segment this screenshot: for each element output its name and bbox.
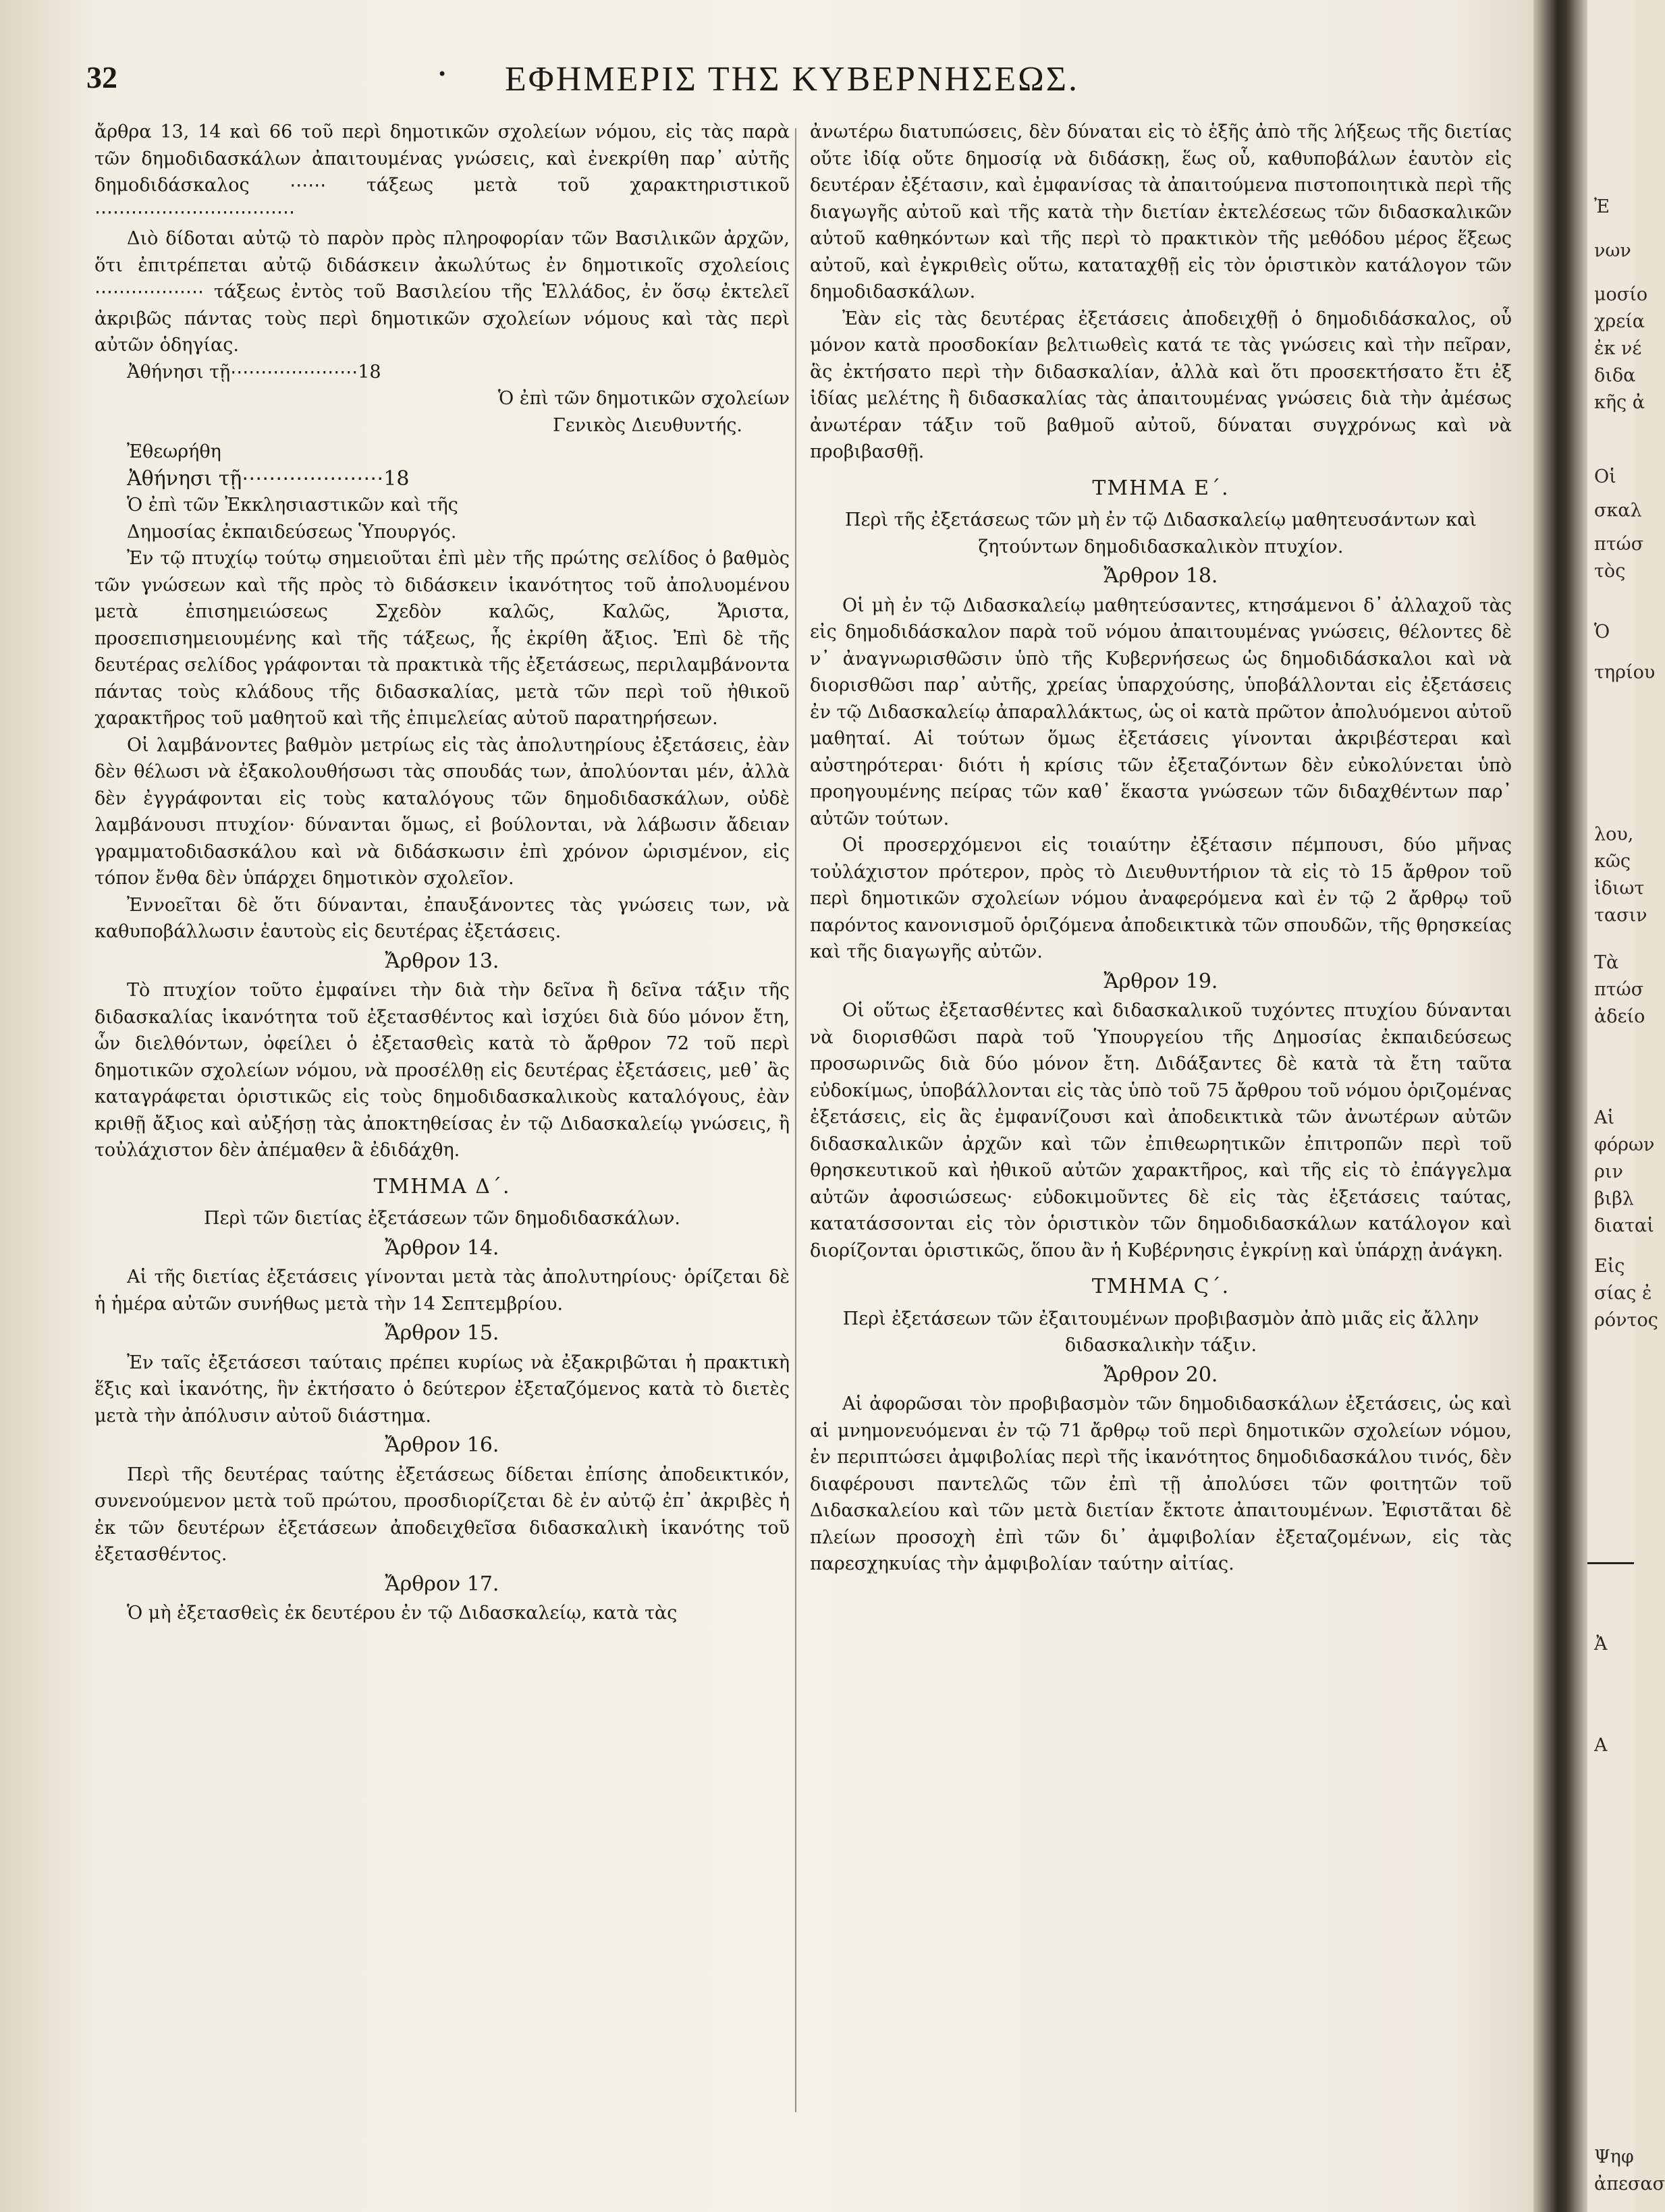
paragraph: ἄρθρα 13, 14 καὶ 66 τοῦ περὶ δημοτικῶν σχολείων νόμου, εἰς τὰς παρὰ τῶν δημοδιδασκάλων ἀπαιτουμένας γνώσεις, καὶ ἐνεκρίθη παρ᾽ αὐτῆς δημοδιδάσκαλος ⋯⋯ τάξεως μετὰ τοῦ χαρακτηριστικοῦ ⋯⋯⋯⋯⋯⋯⋯⋯⋯⋯⋯ <box>94 121 790 223</box>
adjacent-page-fragment: σίας ἐ <box>1594 1283 1652 1304</box>
ornament-dot: • <box>437 65 447 84</box>
paragraph: Οἱ οὕτως ἐξετασθέντες καὶ διδασκαλικοῦ τυχόντες πτυχίου δύνανται νὰ διορισθῶσι παρὰ τοῦ Ὑπουργείου τῆς Δημοσίας ἐκπαιδεύσεως προσωρινῶς διὰ δύο μόνον ἔτη. Διδάξαντες δὲ κατὰ τὰ ἔτη ταῦτα εὐδοκίμως, ὑποβάλλονται εἰς τὰς ὑπὸ τοῦ 75 ἄρθρου τοῦ νόμου ὁριζομένας ἐξετάσεις, εἰς ἃς ἐμφανίζουσι καὶ ἀποδεικτικὰ τῶν ἀνωτέρων αὐτῶν διδασκαλικῶν ἀρχῶν καὶ τῶν ἐπιθεωρητικῶν ἐπιτροπῶν περὶ τοῦ θρησκευτικοῦ καὶ ἠθικοῦ αὐτῶν χαρακτῆρος, καὶ τῆς εἰς τὸ ἐπάγγελμα αὐτῶν ἀφοσιώσεως· εὐδοκιμοῦντες δὲ εἰς τὰς ἐξετάσεις ταύτας, κατατάσσονται εἰς τὸν ὁριστικὸν τῶν δημοδιδασκάλων κατάλογον καὶ διορίζονται ὁριστικῶς, ὅπου ἂν ἡ Κυβέρνησις ἐγκρίνῃ καὶ ὑπάρχῃ ἀνάγκη. <box>810 1000 1512 1261</box>
adjacent-page-fragment: Αἱ <box>1594 1107 1615 1128</box>
adjacent-page-fragment: πτώσ <box>1594 979 1644 1000</box>
section-heading: ΤΜΗΜΑ Ε΄. <box>1092 476 1230 500</box>
masthead <box>86 59 1504 113</box>
paragraph: Οἱ λαμβάνοντες βαθμὸν μετρίως εἰς τὰς ἀπολυτηρίους ἐξετάσεις, ἐὰν δὲν θέλωσι νὰ ἐξακολουθήσωσι τὰς σπουδάς των, ἀπολύονται μέν, ἀλλὰ δὲν ἐγγράφονται εἰς τοὺς καταλόγους τῶν δημοδιδασκάλων, οὐδὲ λαμβάνουσι πτυχίον· δύνανται ὅμως, εἰ βούλονται, νὰ λάβωσιν ἄδειαν γραμματοδιδασκάλου καὶ νὰ διδάσκωσιν ἐπὶ χρόνον ὡρισμένον, εἰς τόπον ἔνθα δὲν ὑπάρχει δημοτικὸν σχολεῖον. <box>94 734 790 889</box>
adjacent-page-fragment: τασιν <box>1594 905 1647 926</box>
article-heading: Ἄρθρον 15. <box>385 1321 499 1345</box>
article-heading: Ἄρθρον 20. <box>1103 1362 1218 1387</box>
adjacent-page-fragment: Ἀ <box>1594 1634 1608 1655</box>
adjacent-page-fragment: Εἰς <box>1594 1256 1625 1277</box>
section-title: Περὶ ἐξετάσεων τῶν ἐξαιτουμένων προβιβασμὸν ἀπὸ μιᾶς εἰς ἄλλην διδασκαλικὴν τάξιν. <box>842 1308 1479 1356</box>
adjacent-page-fragment: Ψηφ <box>1594 2147 1634 2167</box>
adjacent-page-fragment: διαταἱ <box>1594 1215 1654 1236</box>
section-heading: ΤΜΗΜΑ Ϛ΄. <box>1091 1275 1230 1298</box>
paragraph: Ἐὰν εἰς τὰς δευτέρας ἐξετάσεις ἀποδειχθῇ ὁ δημοδιδάσκαλος, οὗ μόνον κατὰ προσδοκίαν βελτιωθεὶς κατά τε τὰς γνώσεις καὶ τὴν πεῖραν, ἃς ἐκτήσατο περὶ τὴν διδασκαλίαν, ἀλλὰ καὶ ὅτι προσεκτήσατο ἔτι ἐξ ἰδίας μελέτης ἢ διδασκαλίας τὰς ἀπαιτουμένας γνώσεις διὰ τὴν ἀμέσως ἀνωτέραν τάξιν τοῦ βαθμοῦ αὐτοῦ, δύναται συγχρόνως καὶ νὰ προβιβασθῇ. <box>810 308 1512 462</box>
adjacent-page-fragment: Α <box>1594 1735 1608 1756</box>
adjacent-page-fragment: κῆς ἀ <box>1594 392 1645 413</box>
adjacent-page-fragment: Τὰ <box>1594 952 1619 973</box>
adjacent-page-fragment: διδα <box>1594 365 1636 386</box>
adjacent-page-fragment: πτώσ <box>1594 534 1644 555</box>
signature-title: Ὁ ἐπὶ τῶν Ἐκκλησιαστικῶν καὶ τῆς <box>127 495 458 516</box>
paragraph: Οἱ μὴ ἐν τῷ Διδασκαλείῳ μαθητεύσαντες, κτησάμενοι δ᾽ ἀλλαχοῦ τὰς εἰς δημοδιδάσκαλον παρὰ τοῦ νόμου ἀπαιτουμένας γνώσεις, θέλοντες δὲ ν᾽ ἀναγνωρισθῶσιν ὑπὸ τῆς Κυβερνήσεως ὡς δημοδιδάσκαλοι καὶ νὰ διορισθῶσι παρ᾽ αὐτῆς, χρείας ὑπαρχούσης, ὑποβάλλονται εἰς ἐξετάσεις ἐν τῷ Διδασκαλείῳ ἀπαραλλάκτως, ὡς οἱ κατὰ πρῶτον ἀπολυόμενοι αὐτοῦ μαθηταί. Αἱ τούτων ὅμως ἐξετάσεις γίνονται ἀκριβέστεραι καὶ αὐστηρότεραι· διότι ἡ κρίσις τῶν ἐξεταζόντων δὲν εὐκολύνεται ὑπὸ προηγουμένης πείρας τῶν καθ᾽ ἕκαστα γνώσεων τῶν διδαχθέντων παρ᾽ αὐτῶν τούτων. <box>810 595 1512 829</box>
article-heading: Ἄρθρον 14. <box>385 1236 499 1260</box>
paragraph: Ἐννοεῖται δὲ ὅτι δύνανται, ἐπαυξάνοντες τὰς γνώσεις των, νὰ καθυποβάλλωσιν ἑαυτοὺς εἰς δευτέρας ἐξετάσεις. <box>94 894 790 942</box>
adjacent-page-fragment: χρεία <box>1594 311 1645 332</box>
section-title: Περὶ τῶν διετίας ἐξετάσεων τῶν δημοδιδασκάλων. <box>204 1208 680 1229</box>
section-title: Περὶ τῆς ἐξετάσεως τῶν μὴ ἐν τῷ Διδασκαλείῳ μαθητευσάντων καὶ ζητούντων δημοδιδασκαλικὸν πτυχίον. <box>845 509 1477 557</box>
paragraph: Οἱ προσερχόμενοι εἰς τοιαύτην ἐξέτασιν πέμπουσι, δύο μῆνας τοὐλάχιστον πρότερον, πρὸς τὸ Διευθυντήριον τὰ εἰς τὸ 15 ἄρθρον τοῦ περὶ δημοτικῶν σχολείων νόμου ἀναφερόμενα καὶ ἐν τῷ 2 ἄρθρῳ τοῦ παρόντος κανονισμοῦ ὁριζόμενα ἀποδεικτικὰ τῶν σπουδῶν, τῆς θρησκείας καὶ τῆς διαγωγῆς αὐτῶν. <box>810 835 1512 962</box>
adjacent-page-fragment: τὸς <box>1594 561 1626 582</box>
book-gutter <box>1533 0 1587 2212</box>
paragraph: Περὶ τῆς δευτέρας ταύτης ἐξετάσεως δίδεται ἐπίσης ἀποδεικτικόν, συνενούμενον μετὰ τοῦ πρώτου, προσδιορίζεται δὲ ἐν αὐτῷ ἐπ᾽ ἀκριβὲς ἡ ἐκ τῶν δευτέρων ἐξετάσεων ἀποδειχθεῖσα διδασκαλικὴ ἱκανότης τοῦ ἐξετασθέντος. <box>94 1464 790 1565</box>
paragraph: Ἐν ταῖς ἐξετάσεσι ταύταις πρέπει κυρίως νὰ ἐξακριβῶται ἡ πρακτικὴ ἕξις καὶ ἱκανότης, ἣν ἐκτήσατο ὁ δεύτερον ἐξεταζόμενος κατὰ τὸ διετὲς μετὰ τὴν ἀπόλυσιν αὐτοῦ διάστημα. <box>94 1352 790 1427</box>
adjacent-page-fragment: τηρίου <box>1594 662 1656 683</box>
paragraph: ἀνωτέρω διατυπώσεις, δὲν δύναται εἰς τὸ ἑξῆς ἀπὸ τῆς λήξεως τῆς διετίας οὔτε ἰδίᾳ οὔτε δημοσίᾳ νὰ διδάσκῃ, ἕως οὗ, καθυποβάλων ἑαυτὸν εἰς δευτέραν ἐξέτασιν, καὶ ἐμφανίσας τὰ ἀπαιτούμενα πιστοποιητικὰ περὶ τῆς διαγωγῆς αὐτοῦ καὶ τῆς κατὰ τὴν διετίαν ἐκτελέσεως τῶν διδασκαλικῶν αὐτοῦ καθηκόντων καὶ τῆς περὶ τὸ πρακτικὸν τῆς μεθόδου μέρος ἕξεως αὐτοῦ, καὶ ἐγκριθεὶς οὕτω, καταταχθῇ εἰς τὸν ὁριστικὸν κατάλογον τῶν δημοδιδασκάλων. <box>810 121 1512 302</box>
article-heading: Ἄρθρον 17. <box>385 1572 499 1596</box>
left-column <box>94 119 790 1627</box>
signature-title: Δημοσίας ἐκπαιδεύσεως Ὑπουργός. <box>127 521 457 543</box>
adjacent-page-fragment: ἀδείο <box>1594 1006 1645 1027</box>
paragraph: Αἱ τῆς διετίας ἐξετάσεις γίνονται μετὰ τὰς ἀπολυτηρίους· ὁρίζεται δὲ ἡ ἡμέρα αὐτῶν συνήθως μετὰ τὴν 14 Σεπτεμβρίου. <box>94 1267 790 1315</box>
article-heading: Ἄρθρον 16. <box>385 1433 499 1457</box>
adjacent-page-edge <box>1587 0 1665 2212</box>
article-heading: Ἄρθρον 18. <box>1103 564 1218 588</box>
paragraph: Διὸ δίδοται αὐτῷ τὸ παρὸν πρὸς πληροφορίαν τῶν Βασιλικῶν ἀρχῶν, ὅτι ἐπιτρέπεται αὐτῷ διδάσκειν ἀκωλύτως ἐν δημοτικοῖς σχολείοις ⋯⋯⋯⋯⋯⋯ τάξεως ἐντὸς τοῦ Βασιλείου τῆς Ἑλλάδος, ἐν ὅσῳ ἐκτελεῖ ἀκριβῶς πάντας τοὺς περὶ δημοτικῶν σχολείων νόμους καὶ τὰς περὶ αὐτῶν ὁδηγίας. <box>94 228 790 356</box>
paragraph: Ἐν τῷ πτυχίῳ τούτῳ σημειοῦται ἐπὶ μὲν τῆς πρώτης σελίδος ὁ βαθμὸς τῶν γνώσεων καὶ τῆς πρὸς τὸ διδάσκειν ἱκανότητος τοῦ ἀπολυομένου μετὰ ἐπισημειώσεως Σχεδὸν καλῶς, Καλῶς, Ἄριστα, προσεπισημειουμένης καὶ τῆς τάξεως, ἧς ἐκρίθη ἄξιος. Ἐπὶ δὲ τῆς δευτέρας σελίδος γράφονται τὰ πρακτικὰ τῆς ἐξετάσεως, περιλαμβάνοντα πάντας τοὺς κλάδους τῆς διδασκαλίας, μετὰ τῶν περὶ τοῦ ἠθικοῦ χαρακτῆρος τοῦ μαθητοῦ καὶ τῆς ἐπιμελείας αὐτοῦ παρατηρήσεων. <box>94 548 790 729</box>
paragraph: Αἱ ἀφορῶσαι τὸν προβιβασμὸν τῶν δημοδιδασκάλων ἐξετάσεις, ὡς καὶ αἱ μνημονευόμεναι ἐν τῷ 71 ἄρθρῳ τοῦ περὶ δημοτικῶν σχολείων νόμου, ἐν περιπτώσει ἀμφιβολίας περὶ τῆς ἱκανότητος δημοδιδασκάλου τινός, δὲν διαφέρουσι παντελῶς τῶν ἐπὶ τῇ ἀπολύσει τῶν φοιτητῶν τοῦ Διδασκαλείου καὶ τῶν μετὰ διετίαν ἔκτοτε ἀπαιτουμένων. Ἐφιστᾶται δὲ πλείων προσοχὴ ἐπὶ τῶν δι᾽ ἀμφιβολίαν ἐξεταζομένων, εἰς τὰς παρεσχηκυίας τὴν ἀμφιβολίαν ταύτην αἰτίας. <box>810 1393 1512 1574</box>
article-heading: Ἄρθρον 13. <box>385 949 499 973</box>
adjacent-page-fragment: μοσίο <box>1594 284 1648 305</box>
seen-note: Ἐθεωρήθη <box>127 441 221 462</box>
paragraph: Ὁ μὴ ἐξετασθεὶς ἐκ δευτέρου ἐν τῷ Διδασκαλείῳ, κατὰ τὰς <box>127 1603 678 1624</box>
adjacent-page-fragment: φόρων <box>1594 1134 1655 1155</box>
signature-title: Γενικὸς Διευθυντής. <box>553 414 742 436</box>
adjacent-page-fragment: ἀπεσασ <box>1594 2174 1665 2194</box>
adjacent-page-fragment: βιβλ <box>1594 1188 1634 1209</box>
adjacent-page-fragment: κῶς <box>1594 851 1631 872</box>
page-number: 32 <box>86 60 117 94</box>
signature-title: Ὁ ἐπὶ τῶν δημοτικῶν σχολείων <box>498 388 790 409</box>
adjacent-page-fragment: Ὁ <box>1594 621 1610 642</box>
article-heading: Ἄρθρον 19. <box>1103 969 1218 993</box>
date-line: Ἀθήνησι τῇ⋯⋯⋯⋯⋯⋯⋯18 <box>127 361 381 383</box>
adjacent-page-fragment: ἰδιωτ <box>1594 878 1645 899</box>
column-divider <box>795 128 796 2112</box>
adjacent-page-fragment: σκαλ <box>1594 500 1642 521</box>
adjacent-page-fragment: νων <box>1594 240 1631 261</box>
adjacent-page-fragment: Οἱ <box>1594 466 1616 487</box>
section-heading: ΤΜΗΜΑ Δ΄. <box>373 1174 511 1198</box>
divider-rule <box>1587 1562 1634 1564</box>
paragraph: Τὸ πτυχίον τοῦτο ἐμφαίνει τὴν διὰ τὴν δεῖνα ἢ δεῖνα τάξιν τῆς διδασκαλίας ἱκανότητα τοῦ ἐξετασθέντος καὶ ἰσχύει διὰ δύο μόνον ἔτη, ὧν διελθόντων, ὀφείλει ὁ ἐξετασθεὶς κατὰ τὸ ἄρθρον 72 τοῦ περὶ δημοτικῶν σχολείων νόμου, νὰ προσέλθῃ εἰς δευτέρας ἐξετάσεις, μεθ᾽ ἃς καταγράφεται ὁριστικῶς εἰς τοὺς δημοδιδασκαλικοὺς καταλόγους, ἐὰν κριθῇ ἄξιος καὶ αὐξήσῃ τὰς ἀποκτηθείσας ἐν τῷ Διδασκαλείῳ γνώσεις, ἢ τοὐλάχιστον δὲν ἀπέμαθεν ἃ ἐδιδάχθη. <box>94 980 790 1161</box>
adjacent-page-fragment: ρόντος <box>1594 1310 1658 1331</box>
adjacent-page-fragment: λου, <box>1594 824 1634 845</box>
date-line: Ἀθήνησι τῇ⋯⋯⋯⋯⋯⋯⋯18 <box>127 466 410 491</box>
right-column <box>810 119 1512 1578</box>
adjacent-page-fragment: ἐκ νέ <box>1594 338 1642 359</box>
adjacent-page-fragment: Ἐ <box>1594 196 1610 217</box>
newspaper-title: ΕΦΗΜΕΡΙΣ ΤΗΣ ΚΥΒΕΡΝΗΣΕΩΣ. <box>505 60 1079 99</box>
adjacent-page-fragment: ριν <box>1594 1161 1623 1182</box>
